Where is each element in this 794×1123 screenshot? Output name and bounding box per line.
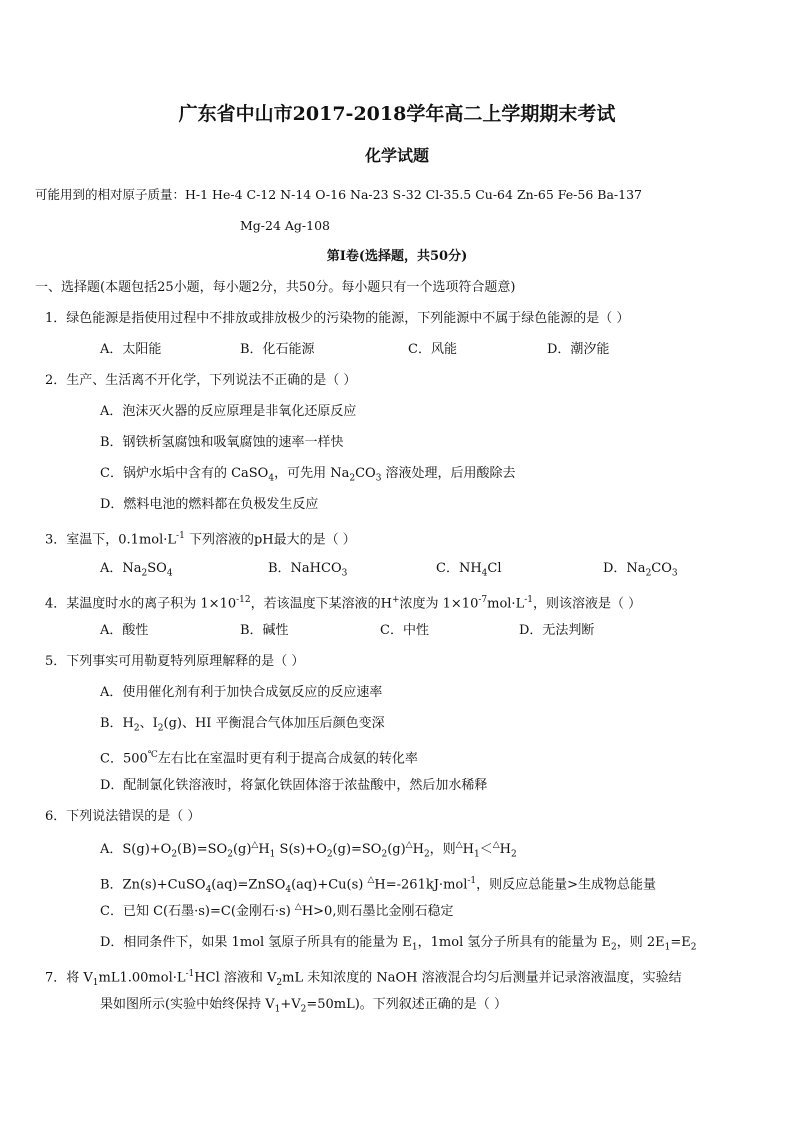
delta-icon: △ — [492, 840, 500, 850]
part-instructions: 一、选择题(本题包括25小题，每小题2分，共50分。每小题只有一个选项符合题意) — [35, 280, 516, 295]
atomic-mass-line1: 可能用到的相对原子质量：H-1 He-4 C-12 N-14 O-16 Na-23 S-32 Cl-35.5 Cu-64 Zn-65 Fe-56 Ba-137 — [35, 187, 642, 202]
page-subtitle: 化学试题 — [364, 146, 429, 165]
q4-option-d: D．无法判断 — [519, 623, 595, 638]
question-6-stem: 6．下列说法错误的是（ ） — [45, 809, 201, 824]
q3-option-b: B．NaHCO$_3$ — [268, 561, 348, 579]
q1-option-c: C．风能 — [408, 342, 457, 357]
question-7-line1: 7．将 $V_1mL1.00mol\cdot L^{-1}HCl$ 溶液和 $V_2mL$ 未知浓度的 NaOH 溶液混合均匀后测量并记录溶液温度，实验结 — [45, 969, 682, 988]
q4-option-b: B．碱性 — [240, 623, 289, 638]
q6-option-a: A．$S(g)+O_2(B)=SO_2(g)^\triangle H_1$ $S(s)+O_2(g)=SO_2(g)^\triangle H_2$，则$^\triangle H_1<^\triangle H_2$ — [100, 840, 517, 860]
q2-option-d: D．燃料电池的燃料都在负极发生反应 — [100, 497, 319, 512]
q5-option-b: B．$H_2$、$I_2(g)$、HI 平衡混合气体加压后颜色变深 — [100, 716, 385, 734]
q3-option-a: A．$Na_2SO_4$ — [100, 561, 173, 579]
delta-icon: △ — [294, 902, 302, 912]
q6-option-b: B．Zn(s)+CuSO$_4$(aq)=ZnSO$_4$(aq)+Cu(s) △H=-261kJ·mol$^{-1}$，则反应总能量>生成物总能量 — [100, 875, 657, 895]
delta-icon: △ — [405, 840, 413, 850]
q1-option-d: D．潮汐能 — [547, 342, 610, 357]
page-title: 广东省中山市2017-2018学年高二上学期期末考试 — [178, 103, 616, 125]
question-3-stem: 3．室温下，$0.1mol\cdot L^{-1}$ 下列溶液的pH最大的是（ ） — [45, 531, 356, 548]
question-2-stem: 2．生产、生活离不开化学，下列说法不正确的是（ ） — [45, 373, 357, 388]
q5-option-d: D．配制氯化铁溶液时，将氯化铁固体溶于浓盐酸中，然后加水稀释 — [100, 778, 488, 793]
q1-option-b: B．化石能源 — [240, 342, 315, 357]
delta-icon: △ — [455, 840, 463, 850]
q3-option-d: D．$Na_2CO_3$ — [603, 561, 678, 579]
q5-option-a: A．使用催化剂有利于加快合成氨反应的反应速率 — [100, 685, 383, 700]
delta-icon: △ — [251, 840, 259, 850]
q4-option-a: A．酸性 — [100, 623, 149, 638]
question-5-stem: 5．下列事实可用勒夏特列原理解释的是（ ） — [45, 654, 305, 669]
q2-option-b: B．钢铁析氢腐蚀和吸氧腐蚀的速率一样快 — [100, 435, 344, 450]
q6-option-c: C．已知 C(石墨·s)=C(金刚石·s) △H>0,则石墨比金刚石稳定 — [100, 902, 454, 919]
question-1-stem: 1．绿色能源是指使用过程中不排放或排放极少的污染物的能源，下列能源中不属于绿色能源的是（ ） — [45, 311, 630, 326]
q2-option-a: A．泡沫灭火器的反应原理是非氧化还原反应 — [100, 404, 357, 419]
q4-option-c: C．中性 — [380, 623, 429, 638]
section-title: 第Ⅰ卷(选择题，共50分) — [326, 249, 468, 264]
delta-icon: △ — [367, 875, 375, 886]
question-7-line2: 果如图所示(实验中始终保持 $V_1+V_2=50mL$)。下列叙述正确的是（ ） — [100, 997, 507, 1015]
q2-option-c: C．锅炉水垢中含有的 CaSO$_4$，可先用 $Na_2CO_3$ 溶液处理，后用酸除去 — [100, 466, 516, 484]
q1-option-a: A．太阳能 — [100, 342, 162, 357]
q3-option-c: C．$NH_4Cl$ — [436, 561, 502, 579]
q5-option-c: C．500℃左右比在室温时更有利于提高合成氨的转化率 — [100, 750, 418, 767]
atomic-mass-line2: Mg-24 Ag-108 — [240, 218, 331, 233]
q6-option-d: D．相同条件下，如果 1mol 氢原子所具有的能量为 $E_1$，1mol 氢分子所具有的能量为 $E_2$，则 $2E_1=E_2$ — [100, 935, 697, 953]
question-4-stem: 4．某温度时水的离子积为 $1\times 10^{-12}$，若该温度下某溶液的H+浓度为 $1\times 10^{-7}mol\cdot L^{-1}$，则该溶液是（ ） — [45, 595, 642, 612]
